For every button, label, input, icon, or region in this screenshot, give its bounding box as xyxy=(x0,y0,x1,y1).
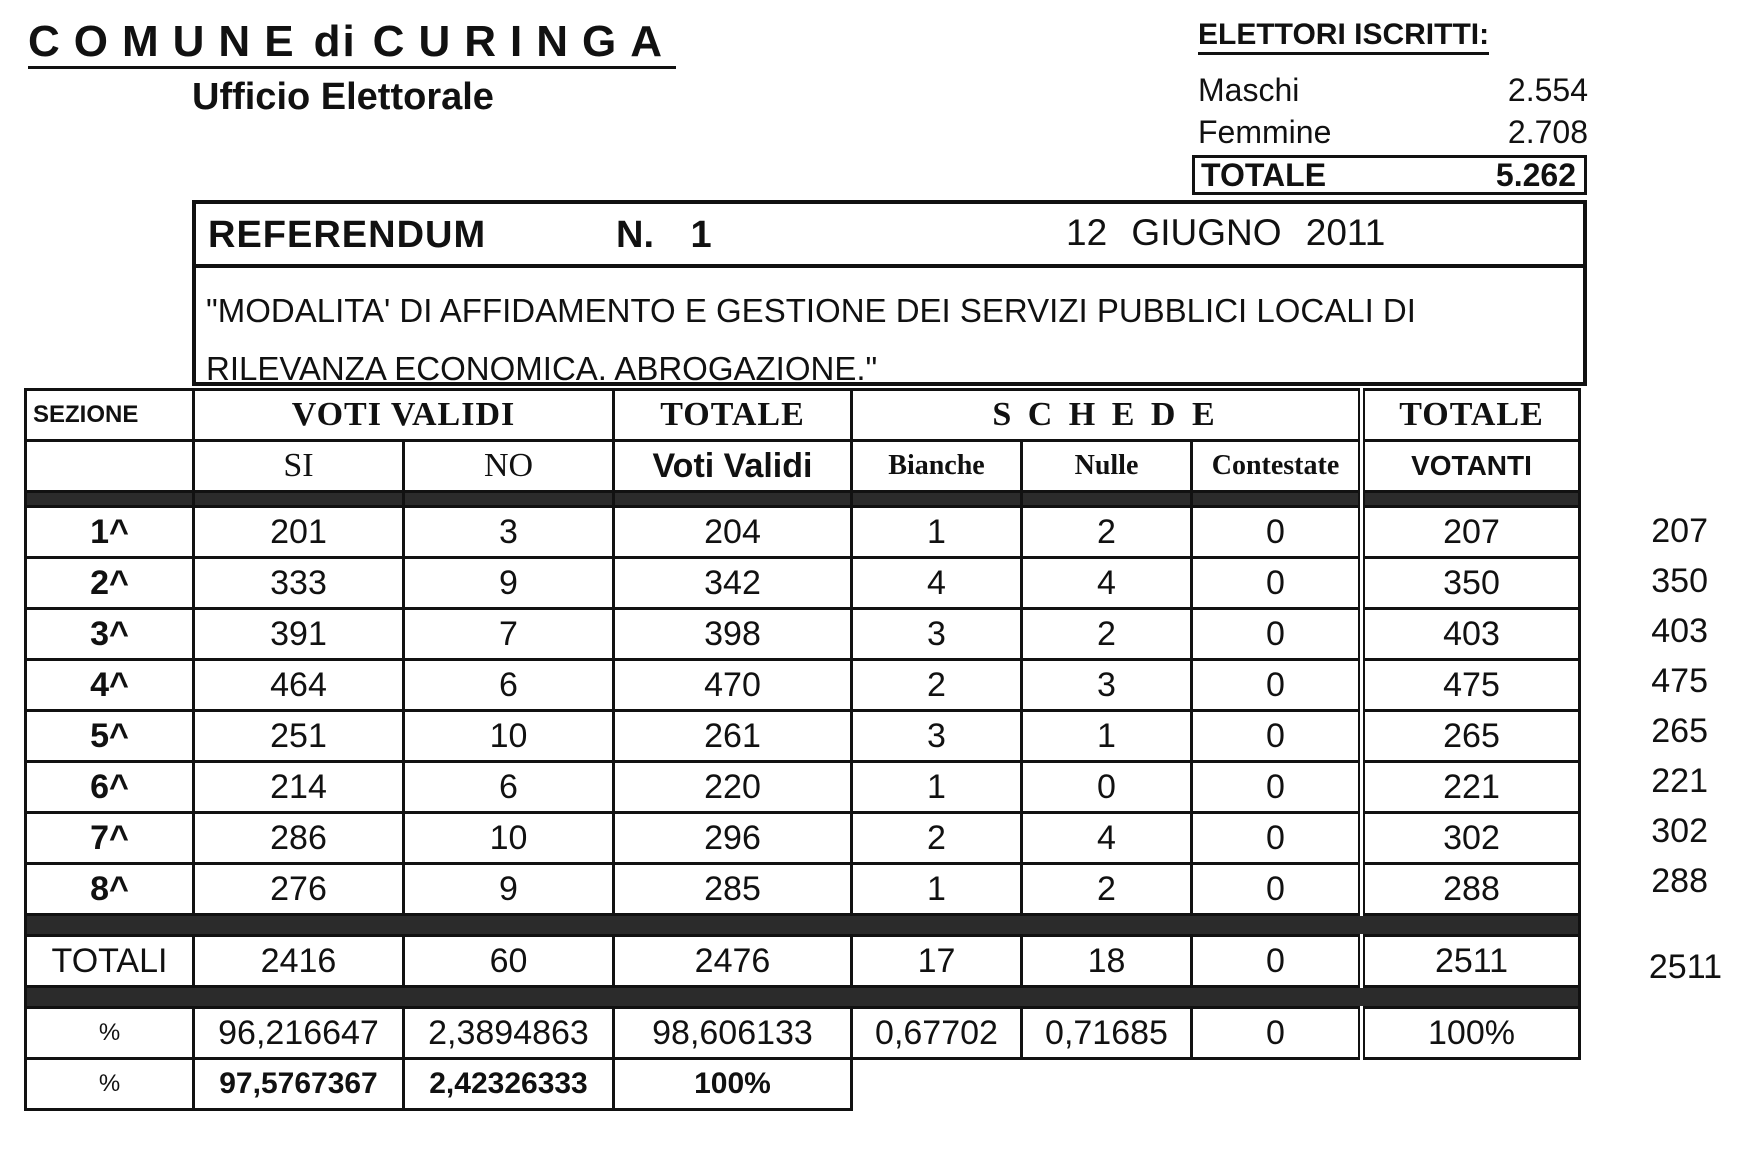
cell-si: 333 xyxy=(194,558,404,609)
header-row-1 xyxy=(26,390,1580,441)
cell-voti-validi: 204 xyxy=(614,507,852,558)
cell-votanti: 475 xyxy=(1362,660,1580,711)
separator-cell xyxy=(26,492,194,507)
pct-row-2 xyxy=(26,1059,1580,1110)
cell-si: 201 xyxy=(194,507,404,558)
totali-label: TOTALI xyxy=(26,936,194,987)
cell-contestate: 0 xyxy=(1192,558,1362,609)
elettori-title: ELETTORI ISCRITTI: xyxy=(1198,18,1489,55)
sezione-number: 7^ xyxy=(26,813,194,864)
margin-votanti: 207 xyxy=(1651,512,1708,550)
cell-bianche: 3 xyxy=(852,711,1022,762)
cell-no: 6 xyxy=(404,762,614,813)
pct1-voti-validi: 98,606133 xyxy=(614,1008,852,1059)
femmine-label: Femmine xyxy=(1198,114,1332,150)
cell-bianche: 1 xyxy=(852,864,1022,915)
totali-votanti: 2511 xyxy=(1362,936,1580,987)
femmine-value: 2.708 xyxy=(1507,114,1588,150)
sezione-number: 6^ xyxy=(26,762,194,813)
sezione-number: 5^ xyxy=(26,711,194,762)
pct2-empty xyxy=(1362,1059,1580,1110)
cell-si: 286 xyxy=(194,813,404,864)
header-contestate: Contestate xyxy=(1192,441,1362,492)
cell-contestate: 0 xyxy=(1192,660,1362,711)
section-row xyxy=(26,762,1580,813)
cell-si: 464 xyxy=(194,660,404,711)
cell-bianche: 1 xyxy=(852,507,1022,558)
cell-nulle: 3 xyxy=(1022,660,1192,711)
header-si: SI xyxy=(194,441,404,492)
cell-contestate: 0 xyxy=(1192,813,1362,864)
margin-votanti: 475 xyxy=(1651,662,1708,700)
totali-si: 2416 xyxy=(194,936,404,987)
totali-contestate: 0 xyxy=(1192,936,1362,987)
header-bianche: Bianche xyxy=(852,441,1022,492)
comune-di: di xyxy=(313,17,357,66)
cell-votanti: 302 xyxy=(1362,813,1580,864)
referendum-box xyxy=(192,200,1587,386)
section-row xyxy=(26,660,1580,711)
cell-bianche: 3 xyxy=(852,609,1022,660)
header-totale-votanti: TOTALE xyxy=(1362,390,1580,441)
pct1-nulle: 0,71685 xyxy=(1022,1008,1192,1059)
header-sezione: SEZIONE xyxy=(26,390,194,441)
separator-cell xyxy=(404,492,614,507)
pct2-label: % xyxy=(26,1059,194,1110)
header-nulle: Nulle xyxy=(1022,441,1192,492)
cell-no: 10 xyxy=(404,711,614,762)
referendum-label: REFERENDUM xyxy=(208,214,487,256)
pct2-no: 2,42326333 xyxy=(404,1059,614,1110)
header-voti-validi: VOTI VALIDI xyxy=(194,390,614,441)
sezione-number: 1^ xyxy=(26,507,194,558)
cell-no: 10 xyxy=(404,813,614,864)
pct1-no: 2,3894863 xyxy=(404,1008,614,1059)
pct2-voti-validi: 100% xyxy=(614,1059,852,1110)
pct1-label: % xyxy=(26,1008,194,1059)
cell-voti-validi: 285 xyxy=(614,864,852,915)
sezione-number: 8^ xyxy=(26,864,194,915)
cell-nulle: 2 xyxy=(1022,609,1192,660)
cell-contestate: 0 xyxy=(1192,762,1362,813)
totali-nulle: 18 xyxy=(1022,936,1192,987)
pct2-si: 97,5767367 xyxy=(194,1059,404,1110)
section-row xyxy=(26,558,1580,609)
cell-si: 251 xyxy=(194,711,404,762)
totali-voti-validi: 2476 xyxy=(614,936,852,987)
cell-si: 276 xyxy=(194,864,404,915)
cell-votanti: 403 xyxy=(1362,609,1580,660)
cell-no: 9 xyxy=(404,864,614,915)
cell-contestate: 0 xyxy=(1192,609,1362,660)
cell-no: 7 xyxy=(404,609,614,660)
separator-cell xyxy=(1192,492,1362,507)
cell-voti-validi: 470 xyxy=(614,660,852,711)
referendum-divider xyxy=(196,264,1583,268)
margin-votanti: 403 xyxy=(1651,612,1708,650)
referendum-question xyxy=(206,282,1456,398)
separator-cell xyxy=(614,492,852,507)
cell-voti-validi: 261 xyxy=(614,711,852,762)
margin-votanti: 288 xyxy=(1651,862,1708,900)
cell-votanti: 221 xyxy=(1362,762,1580,813)
section-row xyxy=(26,864,1580,915)
maschi-label: Maschi xyxy=(1198,72,1300,108)
section-row xyxy=(26,507,1580,558)
margin-votanti: 265 xyxy=(1651,712,1708,750)
header-totale: TOTALE xyxy=(614,390,852,441)
separator-bar xyxy=(26,492,1580,507)
referendum-date: 12 GIUGNO 2011 xyxy=(1066,212,1386,253)
section-row xyxy=(26,813,1580,864)
totali-row xyxy=(26,936,1580,987)
pct1-bianche: 0,67702 xyxy=(852,1008,1022,1059)
question-line-2: RILEVANZA ECONOMICA. ABROGAZIONE." xyxy=(206,350,878,387)
cell-contestate: 0 xyxy=(1192,507,1362,558)
header-empty xyxy=(26,441,194,492)
cell-votanti: 350 xyxy=(1362,558,1580,609)
cell-bianche: 1 xyxy=(852,762,1022,813)
cell-bianche: 4 xyxy=(852,558,1022,609)
cell-voti-validi: 220 xyxy=(614,762,852,813)
ufficio-elettorale: Ufficio Elettorale xyxy=(192,76,494,118)
cell-bianche: 2 xyxy=(852,813,1022,864)
cell-votanti: 288 xyxy=(1362,864,1580,915)
separator-bar-3 xyxy=(26,987,1580,1008)
margin-votanti: 350 xyxy=(1651,562,1708,600)
elettori-totale xyxy=(1192,155,1587,195)
elettori-femmine xyxy=(1198,114,1588,151)
separator-cell xyxy=(852,492,1022,507)
cell-contestate: 0 xyxy=(1192,711,1362,762)
sezione-number: 4^ xyxy=(26,660,194,711)
totali-bianche: 17 xyxy=(852,936,1022,987)
cell-contestate: 0 xyxy=(1192,864,1362,915)
cell-bianche: 2 xyxy=(852,660,1022,711)
cell-nulle: 2 xyxy=(1022,507,1192,558)
totale-value: 5.262 xyxy=(1495,156,1576,193)
cell-no: 6 xyxy=(404,660,614,711)
pct2-empty xyxy=(852,1059,1022,1110)
comune-name: CURINGA xyxy=(372,17,676,66)
cell-no: 3 xyxy=(404,507,614,558)
cell-nulle: 1 xyxy=(1022,711,1192,762)
section-row xyxy=(26,711,1580,762)
pct2-empty xyxy=(1192,1059,1362,1110)
cell-nulle: 2 xyxy=(1022,864,1192,915)
cell-voti-validi: 342 xyxy=(614,558,852,609)
sezione-number: 3^ xyxy=(26,609,194,660)
separator-cell xyxy=(1362,492,1580,507)
cell-si: 214 xyxy=(194,762,404,813)
header-no: NO xyxy=(404,441,614,492)
header-schede: S C H E D E xyxy=(852,390,1362,441)
margin-votanti: 221 xyxy=(1651,762,1708,800)
cell-nulle: 4 xyxy=(1022,558,1192,609)
pct-row-1 xyxy=(26,1008,1580,1059)
pct1-si: 96,216647 xyxy=(194,1008,404,1059)
pct2-empty xyxy=(1022,1059,1192,1110)
separator-cell xyxy=(194,492,404,507)
elettori-maschi xyxy=(1198,72,1588,109)
cell-votanti: 207 xyxy=(1362,507,1580,558)
cell-voti-validi: 296 xyxy=(614,813,852,864)
cell-nulle: 4 xyxy=(1022,813,1192,864)
margin-votanti-total: 2511 xyxy=(1648,948,1722,986)
cell-no: 9 xyxy=(404,558,614,609)
header-voti-validi-2: Voti Validi xyxy=(614,441,852,492)
maschi-value: 2.554 xyxy=(1507,72,1588,108)
pct1-contestate: 0 xyxy=(1192,1008,1362,1059)
header-votanti: VOTANTI xyxy=(1362,441,1580,492)
margin-votanti: 302 xyxy=(1651,812,1708,850)
header-row-2 xyxy=(26,441,1580,492)
results-table xyxy=(24,388,1581,1111)
cell-voti-validi: 398 xyxy=(614,609,852,660)
separator-cell xyxy=(26,987,1580,1008)
comune-title xyxy=(28,18,676,69)
referendum-number: N. 1 xyxy=(616,214,712,256)
comune-word: COMUNE xyxy=(28,17,308,66)
separator-cell xyxy=(26,915,1580,936)
section-row xyxy=(26,609,1580,660)
cell-nulle: 0 xyxy=(1022,762,1192,813)
totale-label: TOTALE xyxy=(1201,156,1327,193)
question-line-1: "MODALITA' DI AFFIDAMENTO E GESTIONE DEI SERVIZI PUBBLICI LOCALI DI xyxy=(206,292,1416,329)
totali-no: 60 xyxy=(404,936,614,987)
pct1-votanti: 100% xyxy=(1362,1008,1580,1059)
cell-votanti: 265 xyxy=(1362,711,1580,762)
sezione-number: 2^ xyxy=(26,558,194,609)
cell-si: 391 xyxy=(194,609,404,660)
section-rows xyxy=(26,507,1580,915)
separator-bar-2 xyxy=(26,915,1580,936)
separator-cell xyxy=(1022,492,1192,507)
